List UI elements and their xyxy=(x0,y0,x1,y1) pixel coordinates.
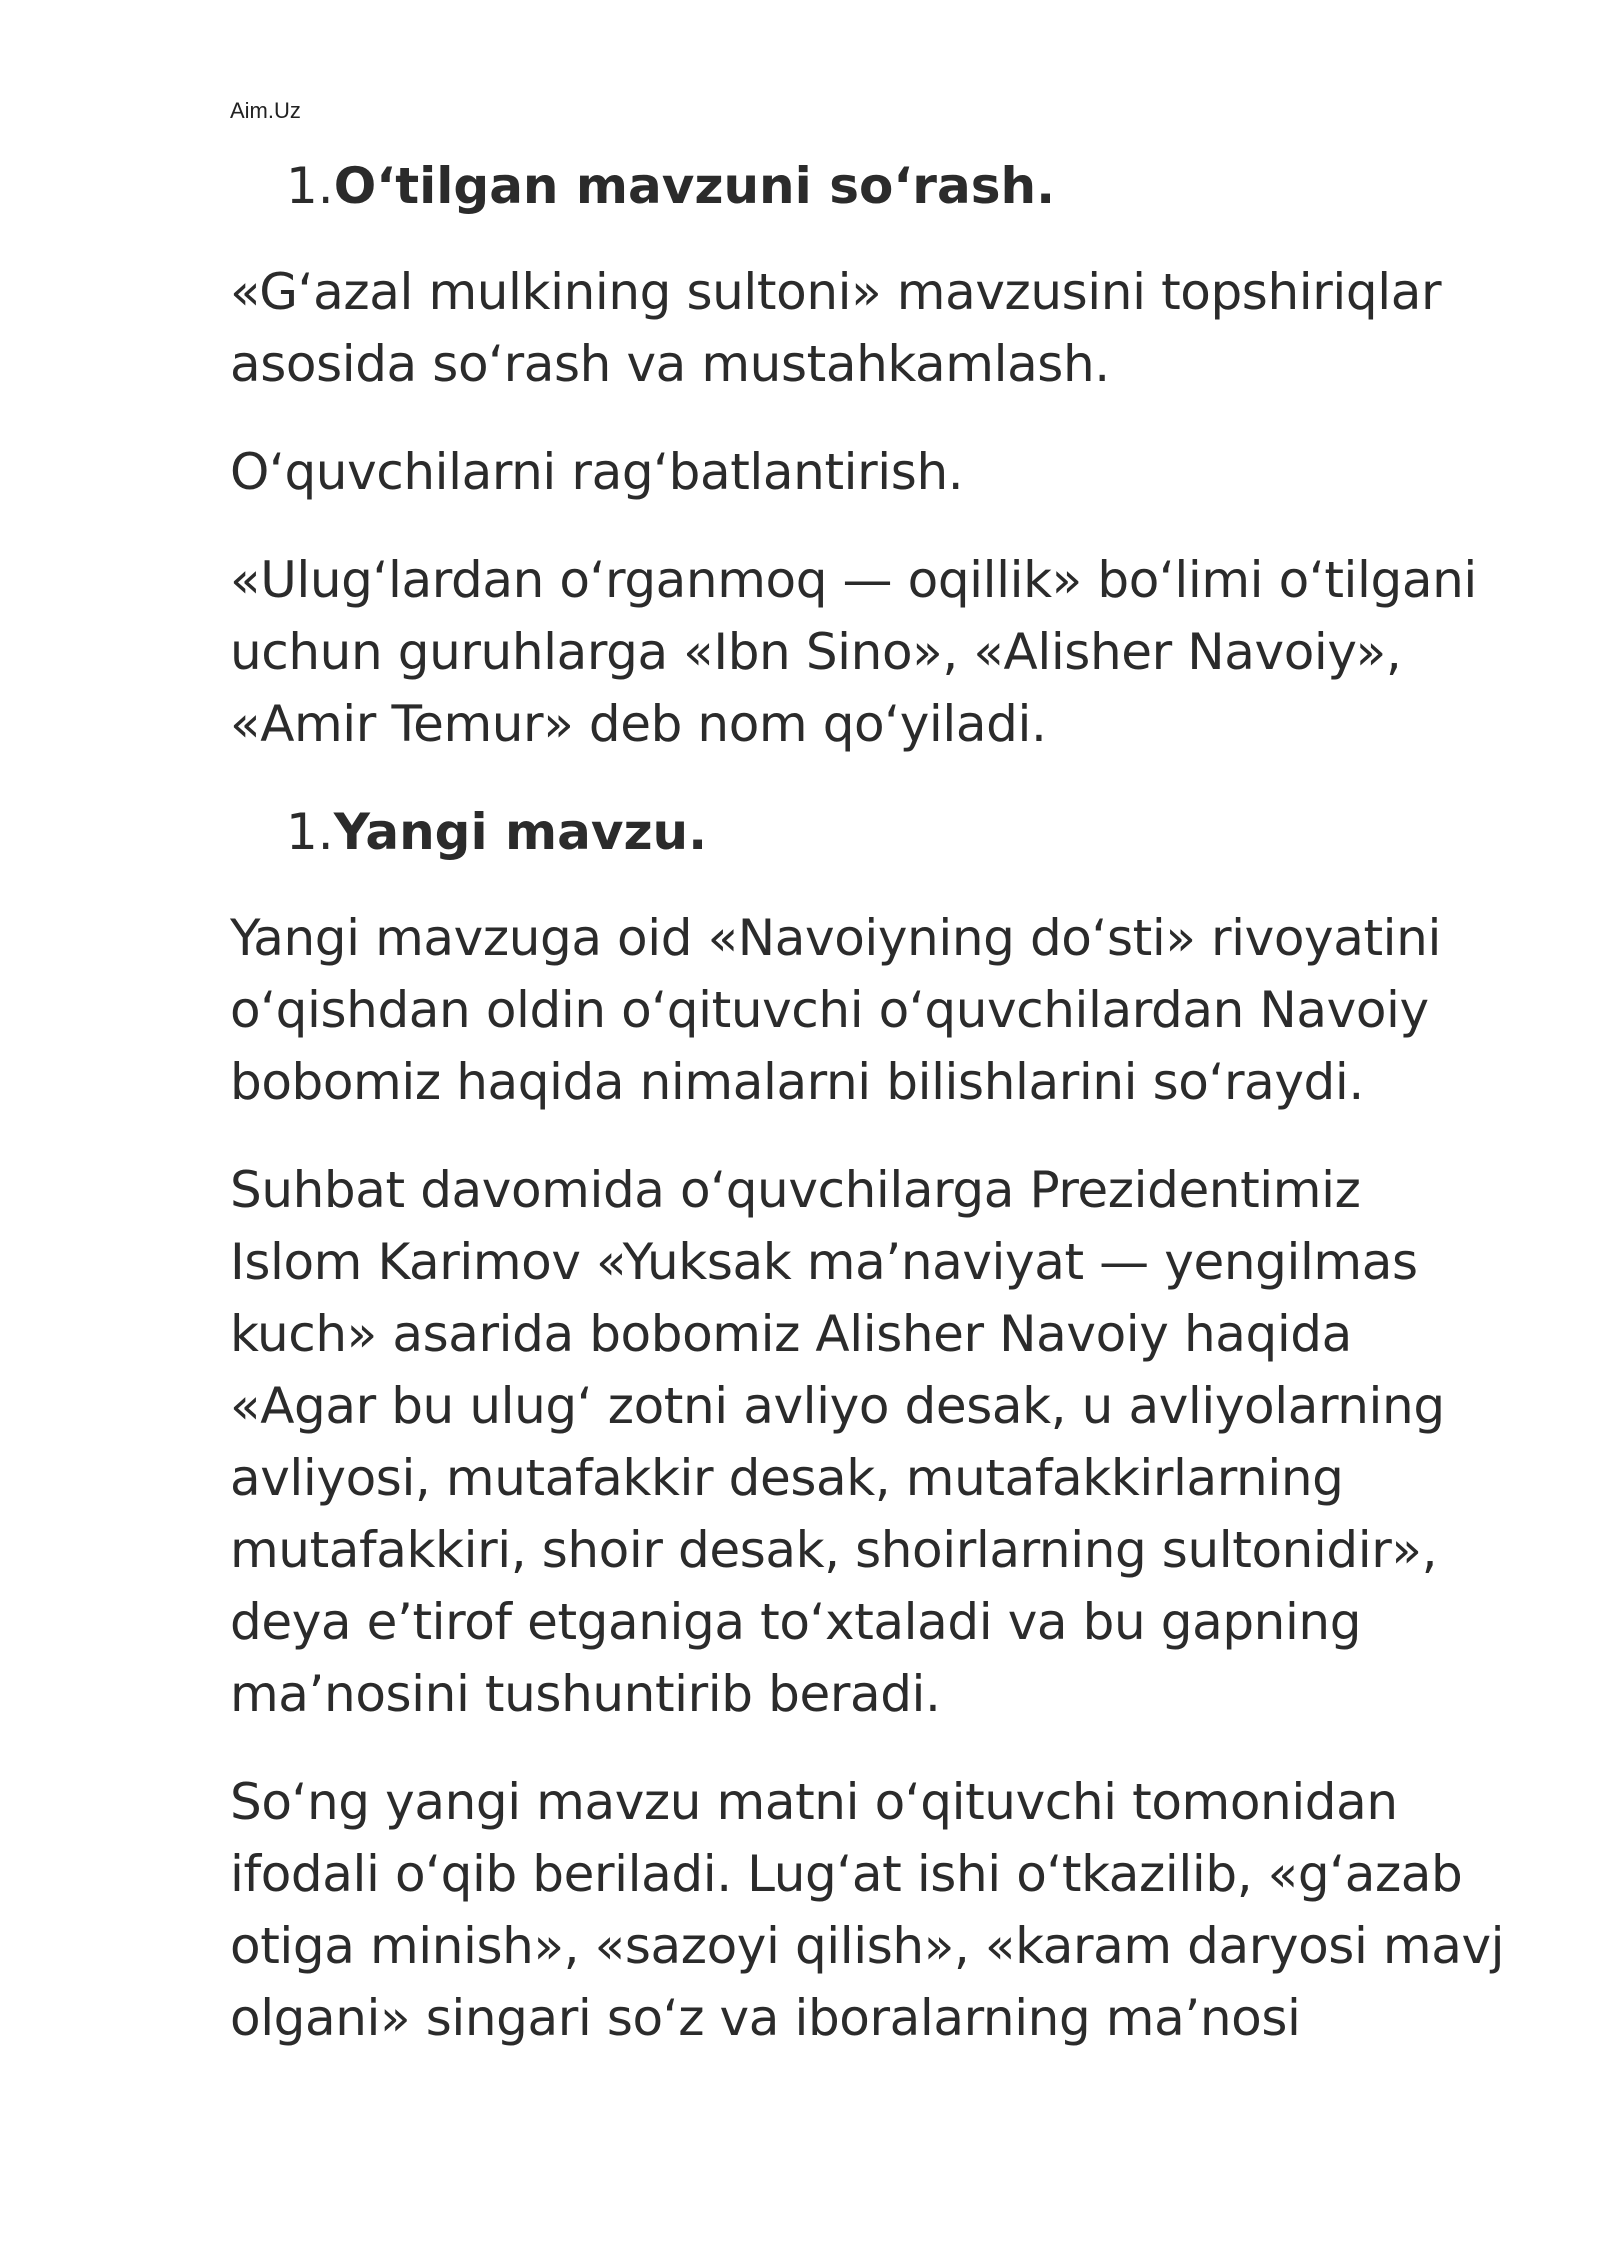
text-line: Suhbat davomida o‘quvchilarga Prezidentimiz xyxy=(230,1161,1361,1219)
text-line: ifodali o‘qib beriladi. Lug‘at ishi o‘tkazilib, «g‘azab xyxy=(230,1845,1463,1903)
document-body xyxy=(230,150,1510,2090)
text-line: olgani» singari so‘z va iboralarning ma’nosi xyxy=(230,1989,1301,2047)
text-line: So‘ng yangi mavzu matni o‘qituvchi tomonidan xyxy=(230,1773,1398,1831)
text-line: otiga minish», «sazoyi qilish», «karam daryosi mavj xyxy=(230,1917,1505,1975)
paragraph-reading-vocabulary xyxy=(230,1766,1510,2054)
text-line: asosida so‘rash va mustahkamlash. xyxy=(230,335,1110,393)
paragraph-encouragement xyxy=(230,436,1510,508)
paragraph-review-task xyxy=(230,256,1510,400)
section-heading-new-topic xyxy=(230,796,1510,868)
section-number: 1. xyxy=(286,157,334,215)
text-line: bobomiz haqida nimalarni bilishlarini so‘raydi. xyxy=(230,1053,1364,1111)
text-line: «G‘azal mulkining sultoni» mavzusini topshiriqlar xyxy=(230,263,1442,321)
text-line: avliyosi, mutafakkir desak, mutafakkirlarning xyxy=(230,1449,1344,1507)
text-line: uchun guruhlarga «Ibn Sino», «Alisher Navoiy», xyxy=(230,623,1402,681)
section-title: O‘tilgan mavzuni so‘rash. xyxy=(333,157,1056,215)
text-line: Islom Karimov «Yuksak ma’naviyat — yengilmas xyxy=(230,1233,1418,1291)
paragraph-quote-discussion xyxy=(230,1154,1510,1730)
section-heading-review xyxy=(230,150,1510,222)
text-line: deya e’tirof etganiga to‘xtaladi va bu gapning xyxy=(230,1593,1362,1651)
site-label: Aim.Uz xyxy=(230,98,301,123)
section-title: Yangi mavzu. xyxy=(333,803,708,861)
paragraph-new-topic-intro xyxy=(230,902,1510,1118)
text-line: kuch» asarida bobomiz Alisher Navoiy haqida xyxy=(230,1305,1352,1363)
text-line: O‘quvchilarni rag‘batlantirish. xyxy=(230,443,964,501)
text-line: «Amir Temur» deb nom qo‘yiladi. xyxy=(230,695,1047,753)
text-line: mutafakkiri, shoir desak, shoirlarning sultonidir», xyxy=(230,1521,1438,1579)
section-number: 1. xyxy=(286,803,334,861)
text-line: ma’nosini tushuntirib beradi. xyxy=(230,1665,941,1723)
text-line: Yangi mavzuga oid «Navoiyning do‘sti» rivoyatini xyxy=(230,909,1441,967)
text-line: o‘qishdan oldin o‘qituvchi o‘quvchilardan Navoiy xyxy=(230,981,1429,1039)
paragraph-group-names xyxy=(230,544,1510,760)
text-line: «Agar bu ulug‘ zotni avliyo desak, u avliyolarning xyxy=(230,1377,1445,1435)
text-line: «Ulug‘lardan o‘rganmoq — oqillik» bo‘limi o‘tilgani xyxy=(230,551,1477,609)
